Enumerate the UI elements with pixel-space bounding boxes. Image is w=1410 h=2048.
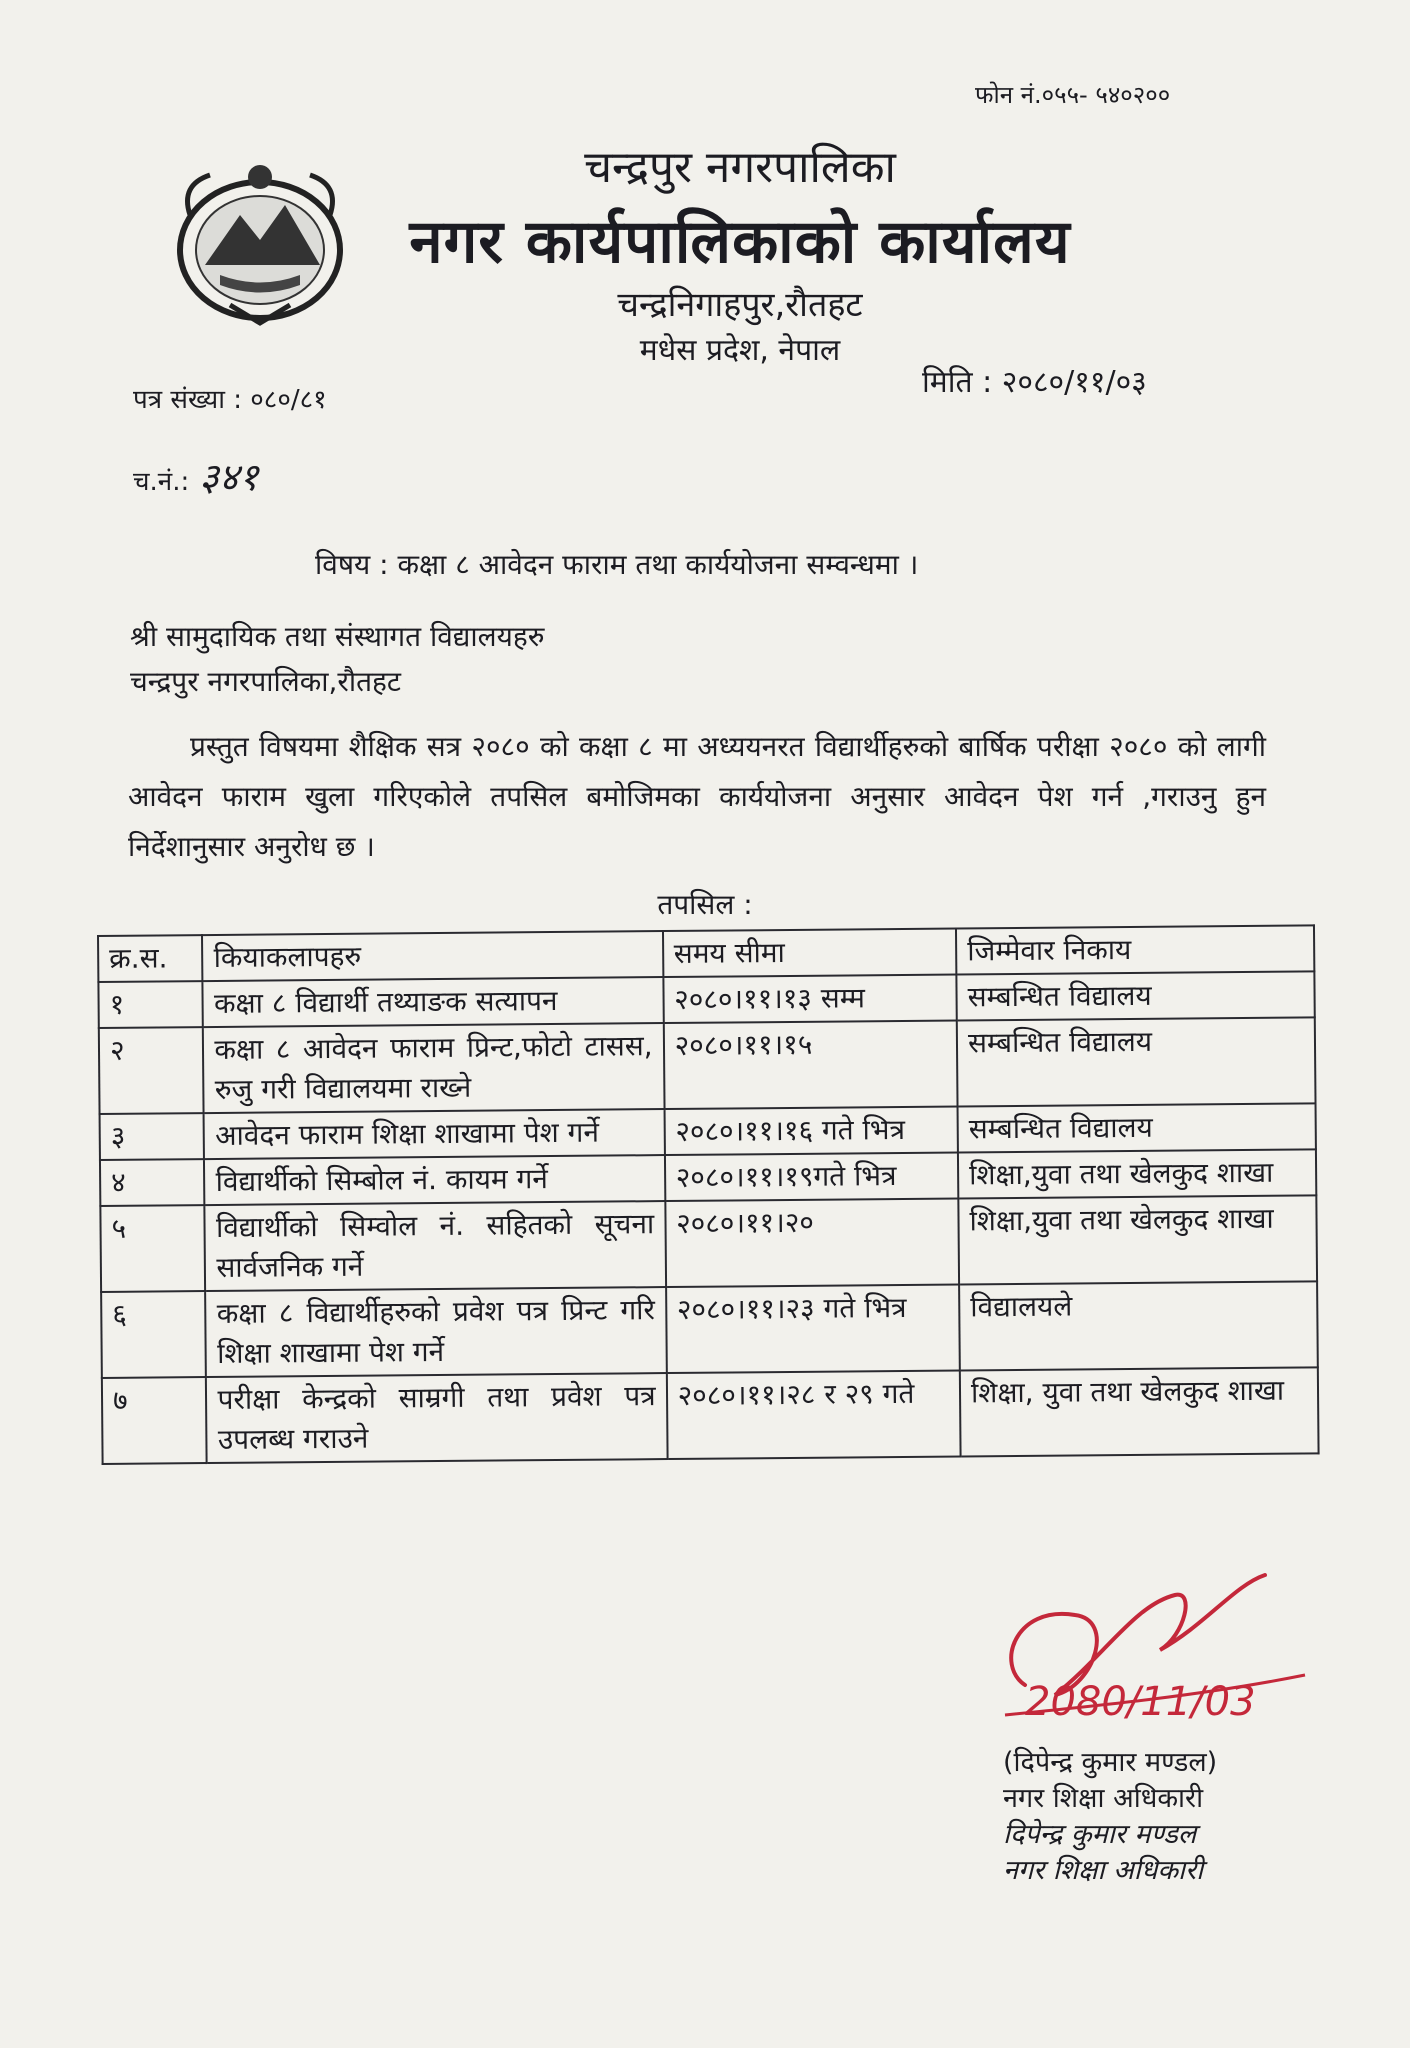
- cell-responsible: शिक्षा,युवा तथा खेलकुद शाखा: [958, 1149, 1316, 1198]
- office-place: चन्द्रनिगाहपुर,रौतहट: [617, 285, 863, 325]
- cell-deadline: २०८०।११।२३ गते भित्र: [666, 1284, 960, 1373]
- signature-date: 2080/11/03: [1025, 1679, 1256, 1725]
- office-province: मधेस प्रदेश, नेपाल: [639, 333, 841, 368]
- schedule-caption: तपसिल :: [657, 888, 753, 921]
- cell-deadline: २०८०।११।१६ गते भित्र: [664, 1106, 958, 1155]
- cell-responsible: शिक्षा, युवा तथा खेलकुद शाखा: [960, 1367, 1319, 1456]
- cell-activity: विद्यार्थीको सिम्वोल नं. सहितको सूचना सार्वजनिक गर्ने: [205, 1201, 666, 1291]
- handwritten-signature: [985, 1565, 1315, 1735]
- table-row: [99, 1017, 1316, 1114]
- dispatch-number: [133, 450, 259, 502]
- schedule-table: [97, 924, 1320, 1465]
- cell-activity: कक्षा ८ विद्यार्थीहरुको प्रवेश पत्र प्रिन्ट गरि शिक्षा शाखामा पेश गर्ने: [206, 1287, 667, 1377]
- cell-deadline: २०८०।११।१५: [663, 1020, 957, 1109]
- header-responsible: जिम्मेवार निकाय: [956, 925, 1314, 974]
- stamp-title: नगर शिक्षा अधिकारी: [1003, 1855, 1204, 1886]
- header-serial: क्र.स.: [98, 935, 203, 982]
- signatory-title: नगर शिक्षा अधिकारी: [1003, 1783, 1204, 1814]
- cell-responsible: सम्बन्धित विद्यालय: [957, 1017, 1316, 1106]
- reference-number: पत्र संख्या : ०८०/८१: [133, 385, 327, 415]
- cell-serial: १: [98, 981, 203, 1028]
- phone-number: फोन नं.०५५- ५४०२००: [975, 81, 1171, 109]
- cell-responsible: शिक्षा,युवा तथा खेलकुद शाखा: [958, 1195, 1317, 1284]
- table-row: [101, 1281, 1318, 1378]
- subject-line: विषय : कक्षा ८ आवेदन फाराम तथा कार्ययोजना सम्वन्धमा ।: [315, 548, 919, 581]
- cell-deadline: २०८०।११।१३ सम्म: [663, 975, 957, 1024]
- cell-activity: कक्षा ८ विद्यार्थी तथ्याङक सत्यापन: [203, 977, 664, 1027]
- table-row: [102, 1367, 1319, 1464]
- cell-deadline: २०८०।११।१९गते भित्र: [665, 1152, 959, 1201]
- header-deadline: समय सीमा: [663, 929, 957, 978]
- cell-serial: ३: [100, 1113, 205, 1160]
- cell-activity: विद्यार्थीको सिम्बोल नं. कायम गर्ने: [204, 1155, 665, 1205]
- cell-serial: ६: [101, 1291, 206, 1378]
- cell-serial: ७: [102, 1377, 207, 1464]
- table-row: [100, 1195, 1317, 1292]
- cell-deadline: २०८०।११।२०: [665, 1198, 959, 1287]
- cell-activity: परीक्षा केन्द्रको साम्रगी तथा प्रवेश पत्र उपलब्ध गराउने: [206, 1373, 667, 1463]
- cell-serial: ४: [100, 1159, 205, 1206]
- cell-responsible: विद्यालयले: [959, 1281, 1318, 1370]
- body-paragraph: प्रस्तुत विषयमा शैक्षिक सत्र २०८० को कक्षा ८ मा अध्ययनरत विद्यार्थीहरुको बार्षिक परीक्षा २०८० को लागी आवेदन फाराम खुला गरिएकोले तपसिल बमोजिमका कार्ययोजना अनुसार आवेदन पेश गर्न ,गराउनु हुन निर्देशानुसार अनुरोध छ ।: [128, 730, 1266, 863]
- letter-date: मिति : २०८०/११/०३: [922, 365, 1147, 400]
- cell-activity: कक्षा ८ आवेदन फाराम प्रिन्ट,फोटो टासस, रुजु गरी विद्यालयमा राख्ने: [203, 1023, 664, 1113]
- office-name: नगर कार्यपालिकाको कार्यालय: [409, 207, 1071, 277]
- addressee-line-1: श्री सामुदायिक तथा संस्थागत विद्यालयहरु: [130, 620, 545, 653]
- cell-responsible: सम्बन्धित विद्यालय: [956, 971, 1314, 1020]
- cell-activity: आवेदन फाराम शिक्षा शाखामा पेश गर्ने: [204, 1109, 665, 1159]
- header-activities: कियाकलापहरु: [202, 931, 663, 981]
- cell-serial: ५: [100, 1205, 205, 1292]
- cell-responsible: सम्बन्धित विद्यालय: [958, 1103, 1316, 1152]
- signatory-name: (दिपेन्द्र कुमार मण्डल): [1003, 1747, 1218, 1778]
- signatory-block: [1003, 1745, 1217, 1889]
- cell-serial: २: [99, 1027, 204, 1114]
- dispatch-label: च.नं.:: [133, 467, 190, 497]
- dispatch-value: ३४१: [199, 455, 259, 499]
- addressee-line-2: चन्द्रपुर नगरपालिका,रौतहट: [130, 665, 402, 698]
- cell-deadline: २०८०।११।२८ र २९ गते: [666, 1370, 960, 1459]
- stamp-name: दिपेन्द्र कुमार मण्डल: [1003, 1819, 1197, 1850]
- municipality-name: चन्द्रपुर नगरपालिका: [584, 142, 896, 193]
